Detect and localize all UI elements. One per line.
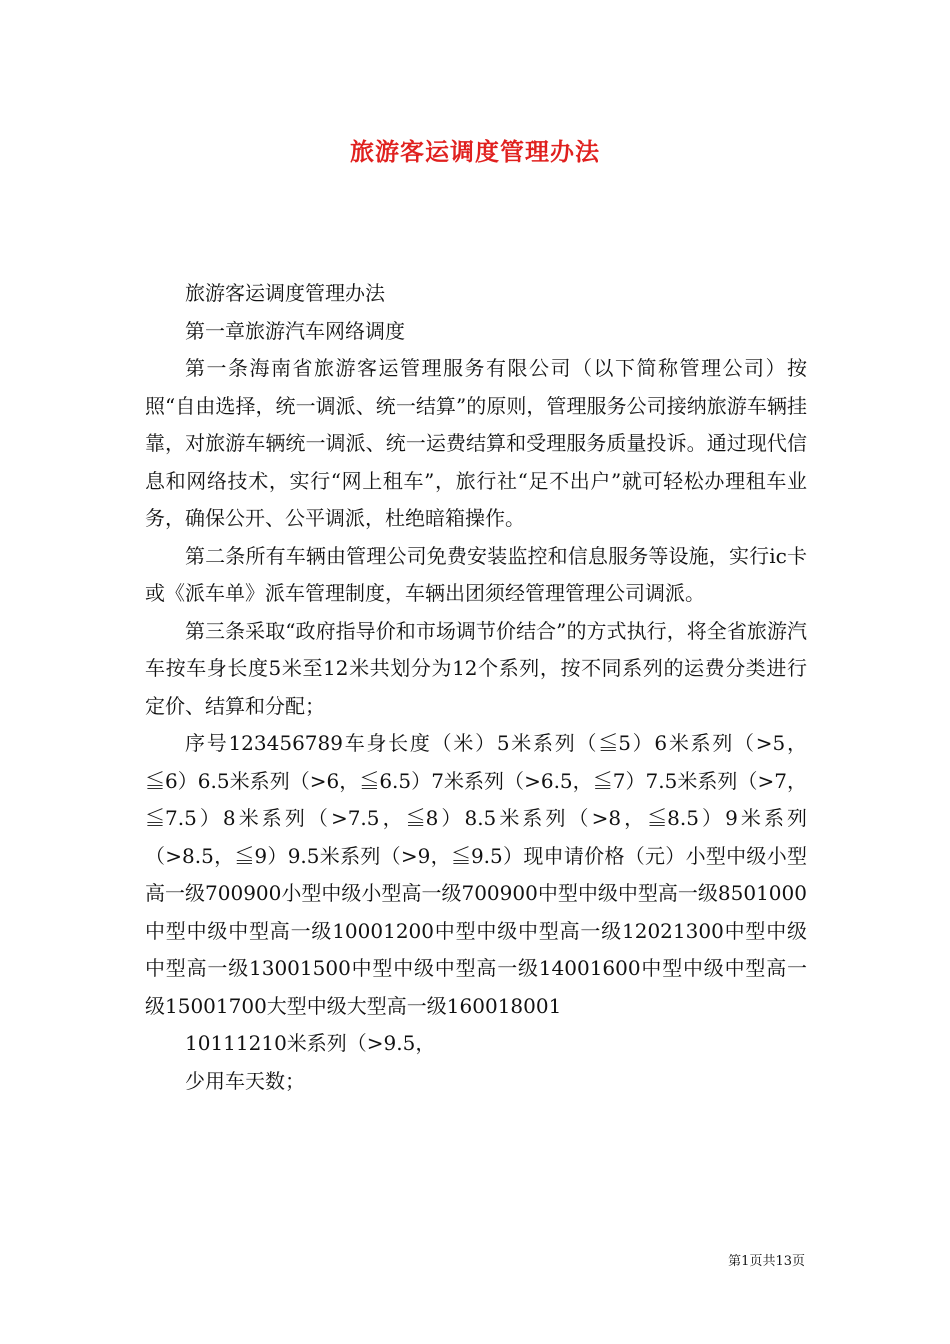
page-number: 第1页共13页 — [728, 1254, 805, 1269]
paragraph-heading: 旅游客运调度管理办法 — [185, 281, 385, 305]
paragraph-days: 少用车天数； — [185, 1068, 305, 1093]
paragraph-price-table: 序号123456789车身长度（米）5米系列（≦5）6米系列（>5，≦6）6.5米系列（>6，≦6.5）7米系列（>6.5，≦7）7.5米系列（>7，≦7.5）8米系列（>7.5，≦8）8.5米系列（>8，≦8.5）9米系列（>8.5，≦9）9.5米系列（>9，≦9.5）现申请价格（元）小型中级小型高一级700900小型中级小型高一级700900中型中级中型高一级8501000中型中级中型高一级10001200中型中级中型高一级12021300中型中级中型高一级13001500中型中级中型高一级14001600中型中级中型高一级15001700大型中级大型高一级160018001 — [145, 731, 807, 1018]
paragraph-article-3: 第三条采取“政府指导价和市场调节价结合”的方式执行，将全省旅游汽车按车身长度5米至12米共划分为12个系列，按不同系列的运费分类进行定价、结算和分配； — [145, 618, 807, 718]
paragraph-article-1: 第一条海南省旅游客运管理服务有限公司（以下简称管理公司）按照“自由选择，统一调派、统一结算”的原则，管理服务公司接纳旅游车辆挂靠，对旅游车辆统一调派、统一运费结算和受理服务质量投诉。通过现代信息和网络技术，实行“网上租车”，旅行社“足不出户”就可轻松办理租车业务，确保公开、公平调派，杜绝暗箱操作。 — [145, 356, 807, 530]
document-body — [145, 275, 807, 1100]
document-title: 旅游客运调度管理办法 — [350, 137, 600, 166]
paragraph-article-2: 第二条所有车辆由管理公司免费安装监控和信息服务等设施，实行ic卡或《派车单》派车管理制度，车辆出团须经管理管理公司调派。 — [145, 543, 807, 605]
paragraph-chapter: 第一章旅游汽车网络调度 — [185, 318, 405, 343]
paragraph-series: 10111210米系列（>9.5， — [185, 1031, 436, 1055]
